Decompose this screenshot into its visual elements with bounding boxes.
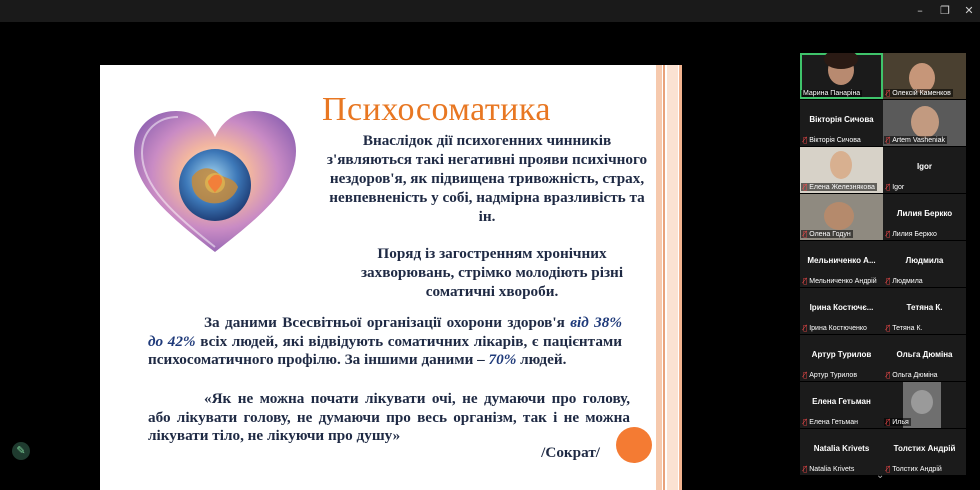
muted-mic-icon: 🎙̸ [886, 136, 891, 144]
participant-name-label: 🎙̸ Толстих Андрій [886, 465, 942, 473]
slide-stripe [667, 65, 678, 490]
participant-tile[interactable] [800, 288, 883, 334]
participant-name-label: 🎙̸ Ольга Дюміна [886, 371, 938, 379]
quote-author: /Сократ/ [541, 444, 600, 461]
slide-paragraph-1: Внаслідок дії психогенних чинників з'являються такі негативні прояви психічного нездоров'я, як підвищена тривожність, страх, невпевненість у собі, надмірна вразливість та ін. [326, 132, 648, 225]
participant-display-name: Вікторія Сичова [809, 115, 874, 124]
participant-tile[interactable] [883, 147, 966, 193]
window-titlebar [0, 0, 980, 22]
presentation-slide [100, 65, 682, 490]
participant-name-label: 🎙̸ Вікторія Сичова [803, 136, 861, 144]
participant-tile[interactable] [883, 429, 966, 475]
close-icon[interactable]: ✕ [964, 4, 974, 17]
slide-paragraph-3 [148, 314, 622, 370]
participant-display-name: Ірина Костючє... [809, 303, 874, 312]
quote-text: «Як не можна почати лікувати очі, не думаючи про голову, або лікувати голову, не думаючи про весь організм, так і не можна лікувати тіло, не лікуючи про душу» [148, 390, 630, 444]
participant-name-label: 🎙̸ Тетяна К. [886, 324, 923, 332]
muted-mic-icon: 🎙̸ [886, 277, 891, 285]
participant-name-label: 🎙̸ Igor [886, 183, 905, 191]
participant-tile[interactable] [800, 53, 883, 99]
participant-photo-face [911, 390, 933, 414]
heart-earth-image [130, 107, 300, 257]
participant-display-name: Ольга Дюміна [896, 350, 953, 359]
annotate-pencil-icon[interactable]: ✎ [12, 442, 30, 460]
muted-mic-icon: 🎙̸ [803, 371, 808, 379]
slide-stripe [679, 65, 682, 490]
muted-mic-icon: 🎙̸ [803, 324, 808, 332]
screen-share-area [0, 22, 795, 490]
participant-display-name: Тетяна К. [906, 303, 943, 312]
participant-tile[interactable] [800, 241, 883, 287]
muted-mic-icon: 🎙̸ [886, 418, 891, 426]
muted-mic-icon: 🎙̸ [803, 230, 808, 238]
participant-tile[interactable] [883, 382, 966, 428]
slide-paragraph-2: Поряд із загостренням хронічних захворювань, стрімко молодіють різні соматичні хвороби. [360, 245, 624, 300]
participant-tile[interactable] [800, 194, 883, 240]
participant-name-label: 🎙̸ Artem Vasheniak [886, 136, 945, 144]
restore-icon[interactable]: ❐ [940, 4, 950, 17]
participant-name-label: 🎙̸ Елена Железнякова [803, 183, 875, 191]
slide-quote [148, 390, 630, 446]
muted-mic-icon: 🎙̸ [803, 277, 808, 285]
participant-video [824, 202, 854, 230]
participant-display-name: Igor [916, 162, 933, 171]
muted-mic-icon: 🎙̸ [886, 183, 891, 191]
participant-video [830, 151, 852, 179]
participant-tile[interactable] [883, 288, 966, 334]
muted-mic-icon: 🎙̸ [886, 371, 891, 379]
participant-tile[interactable] [800, 335, 883, 381]
scroll-down-icon[interactable]: ⌄ [876, 470, 885, 481]
slide-stripe [656, 65, 662, 490]
slide-title: Психосоматика [322, 91, 551, 128]
muted-mic-icon: 🎙̸ [886, 89, 891, 97]
participant-name-label: 🎙̸ Илья [886, 418, 909, 426]
participant-name-label: 🎙̸ Артур Турилов [803, 371, 858, 379]
participant-name-label: 🎙̸ Людмила [886, 277, 923, 285]
muted-mic-icon: 🎙̸ [886, 230, 891, 238]
participant-tile[interactable] [800, 382, 883, 428]
participant-name-label: 🎙̸ Олена Годун [803, 230, 851, 238]
muted-mic-icon: 🎙̸ [886, 324, 891, 332]
muted-mic-icon: 🎙̸ [803, 183, 808, 191]
participant-gallery [797, 50, 967, 473]
participant-display-name: Лилия Беркко [896, 209, 953, 218]
muted-mic-icon: 🎙̸ [886, 465, 891, 473]
minimize-icon[interactable]: – [917, 4, 923, 17]
slide-stripe [663, 65, 665, 490]
percentage-other: 70% [488, 351, 517, 368]
participant-name-label: 🎙̸ Олексій Каменков [886, 89, 951, 97]
participant-name-label: Марина Панаріна [803, 90, 861, 97]
participant-display-name: Людмила [905, 256, 944, 265]
participant-display-name: Толстих Андрій [893, 444, 956, 453]
who-statistics-text: За даними Всесвітньої організації охорони здоров'я [204, 314, 565, 331]
muted-mic-icon: 🎙̸ [803, 418, 808, 426]
participant-tile[interactable] [800, 429, 883, 475]
who-statistics-text-3: людей. [520, 351, 567, 368]
muted-mic-icon: 🎙̸ [803, 136, 808, 144]
participant-display-name: Мельниченко А... [807, 256, 876, 265]
participant-tile[interactable] [883, 335, 966, 381]
who-statistics-text-2: всіх людей, які відвідують соматичних лікарів, є пацієнтами психосоматичного профілю. За іншими даними – [148, 332, 623, 368]
participant-name-label: 🎙̸ Ірина Костюченко [803, 324, 867, 332]
slide-decoration-circle [616, 427, 652, 463]
participant-name-label: 🎙̸ Лилия Беркко [886, 230, 937, 238]
participant-name-label: 🎙̸ Елена Гетьман [803, 418, 858, 426]
participant-display-name: Елена Гетьман [812, 397, 871, 406]
participant-tile[interactable] [883, 194, 966, 240]
participant-display-name: Артур Турилов [811, 350, 872, 359]
percentage-range: від 38% до 42% [148, 314, 623, 350]
muted-mic-icon: 🎙̸ [803, 465, 808, 473]
participant-video [911, 106, 939, 138]
participant-name-label: 🎙̸ Natalia Krivets [803, 465, 855, 473]
participant-tile[interactable] [800, 100, 883, 146]
participant-display-name: Natalia Krivets [813, 444, 870, 453]
participant-name-label: 🎙̸ Мельниченко Андрій [803, 277, 877, 285]
participant-tile[interactable] [883, 241, 966, 287]
participant-tile[interactable] [883, 53, 966, 99]
participant-tile[interactable] [883, 100, 966, 146]
participant-tile[interactable] [800, 147, 883, 193]
